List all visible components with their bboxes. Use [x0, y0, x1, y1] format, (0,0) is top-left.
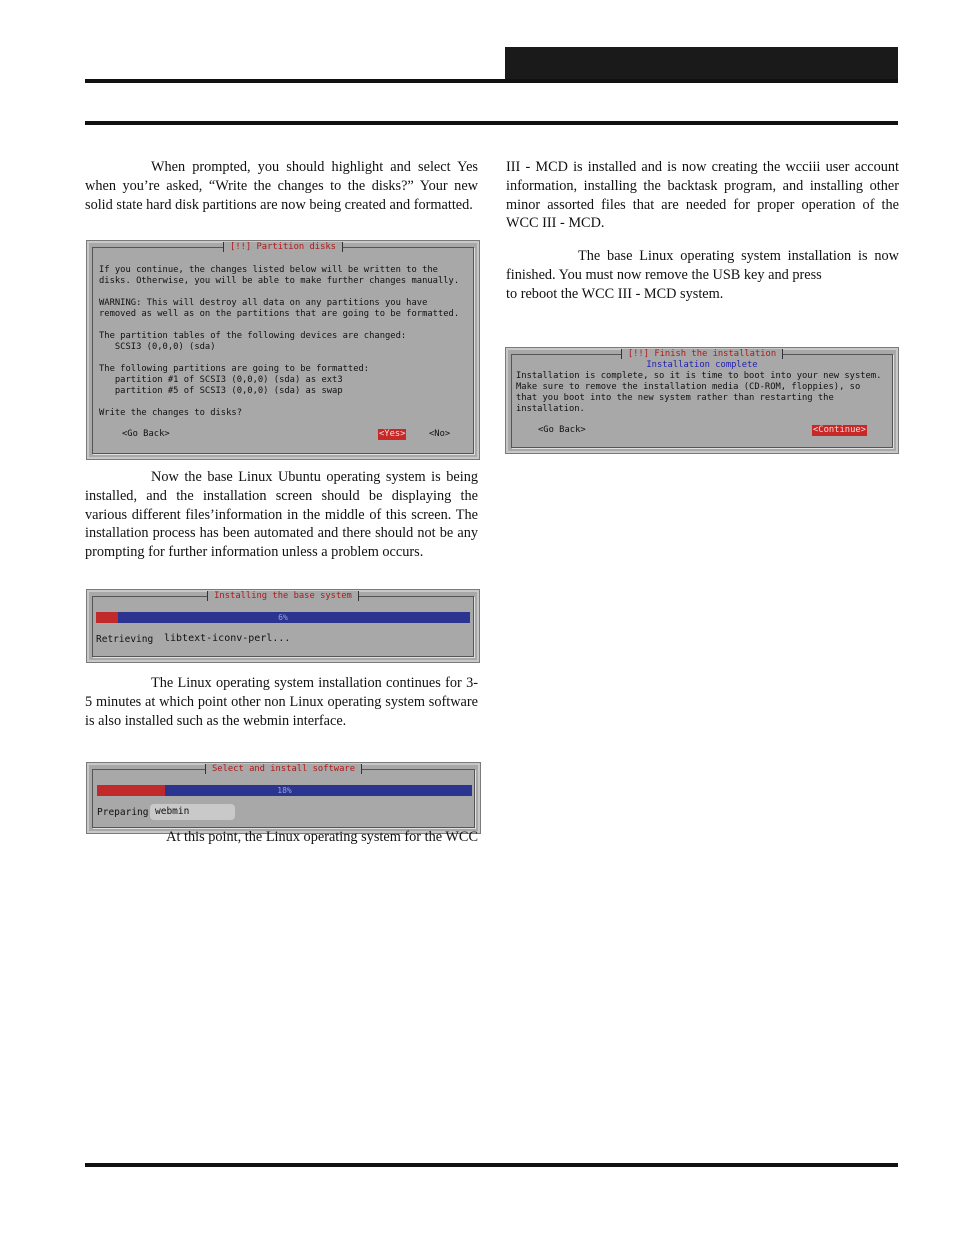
progress-bar: [97, 785, 472, 796]
right-para-2: The base Linux operating system installation is now finished. You must now remove the USB key and press: [506, 248, 899, 283]
partition-disks-screenshot: [86, 240, 480, 460]
dialog-body: Installation is complete, so it is time to boot into your new system. Make sure to remove the installation media (CD-ROM, floppies), so that you boot into the new system rather than restarting the installation.: [516, 371, 882, 414]
status-label: Retrieving: [96, 634, 154, 645]
left-para-2: Now the base Linux Ubuntu operating system is being installed, and the installation screen should be displaying the various different files’information in the middle of this screen. The installation process has been automated and there should not be any prompting for further information unless a problem occurs.: [85, 469, 478, 561]
dialog-title: Installing the base system: [207, 591, 359, 601]
right-para-3: to reboot the WCC III - MCD system.: [506, 286, 724, 302]
progress-text: 18%: [277, 786, 292, 795]
left-para-1: When prompted, you should highlight and select Yes when you’re asked, “Write the changes to the disks?” Your new solid state hard disk partitions are now being created and formatted.: [85, 159, 478, 213]
footer-rule: [85, 1163, 898, 1167]
no-button[interactable]: <No>: [429, 429, 451, 439]
dialog-frame: [511, 349, 893, 448]
progress-bar: [96, 612, 470, 623]
header-block: [505, 47, 898, 80]
status-value: webmin: [150, 804, 235, 820]
left-para-3: The Linux operating system installation continues for 3-5 minutes at which point other non Linux operating system software is also installed such as the webmin interface.: [85, 675, 478, 729]
install-software-screenshot: [86, 762, 481, 834]
left-para-4: At this point, the Linux operating system for the WCC: [166, 829, 478, 845]
go-back-button[interactable]: <Go Back>: [122, 429, 170, 439]
dialog-title: [!!] Finish the installation: [621, 349, 783, 359]
header-rule-bottom: [85, 121, 898, 125]
status-value: libtext-iconv-perl...: [159, 631, 294, 647]
dialog-title: Select and install software: [205, 764, 362, 774]
yes-button[interactable]: <Yes>: [379, 429, 406, 439]
dialog-frame: [92, 242, 474, 454]
dialog-frame: [92, 764, 475, 828]
header-rule-top: [85, 79, 898, 83]
dialog-subtitle: Installation complete: [646, 360, 758, 370]
dialog-frame: [92, 591, 474, 657]
continue-button[interactable]: <Continue>: [813, 425, 866, 435]
dialog-title: [!!] Partition disks: [223, 242, 343, 252]
progress-text: 6%: [278, 613, 288, 622]
go-back-button[interactable]: <Go Back>: [538, 425, 586, 435]
status-label: Preparing: [97, 807, 149, 818]
right-para-1: III - MCD is installed and is now creating the wcciii user account information, installing the backtask program, and installing other minor assorted files that are needed for proper operation of the WCC III - MCD.: [506, 159, 899, 232]
finish-installation-screenshot: [505, 347, 899, 454]
base-system-screenshot: [86, 589, 480, 663]
dialog-body: If you continue, the changes listed below will be written to the disks. Otherwise, you will be able to make further changes manually. WARNING: This will destroy all data on any partitions you have removed as well as on the partitions that are going to be formatted. The partition tables of the following devices are changed: SCSI3 (0,0,0) (sda) The following partitions are going to be formatted: partition #1 of SCSI3 (0,0,0) (sda) as ext3 partition #5 of SCSI3 (0,0,0) (sda) as swap Write the changes to disks?: [99, 265, 460, 418]
